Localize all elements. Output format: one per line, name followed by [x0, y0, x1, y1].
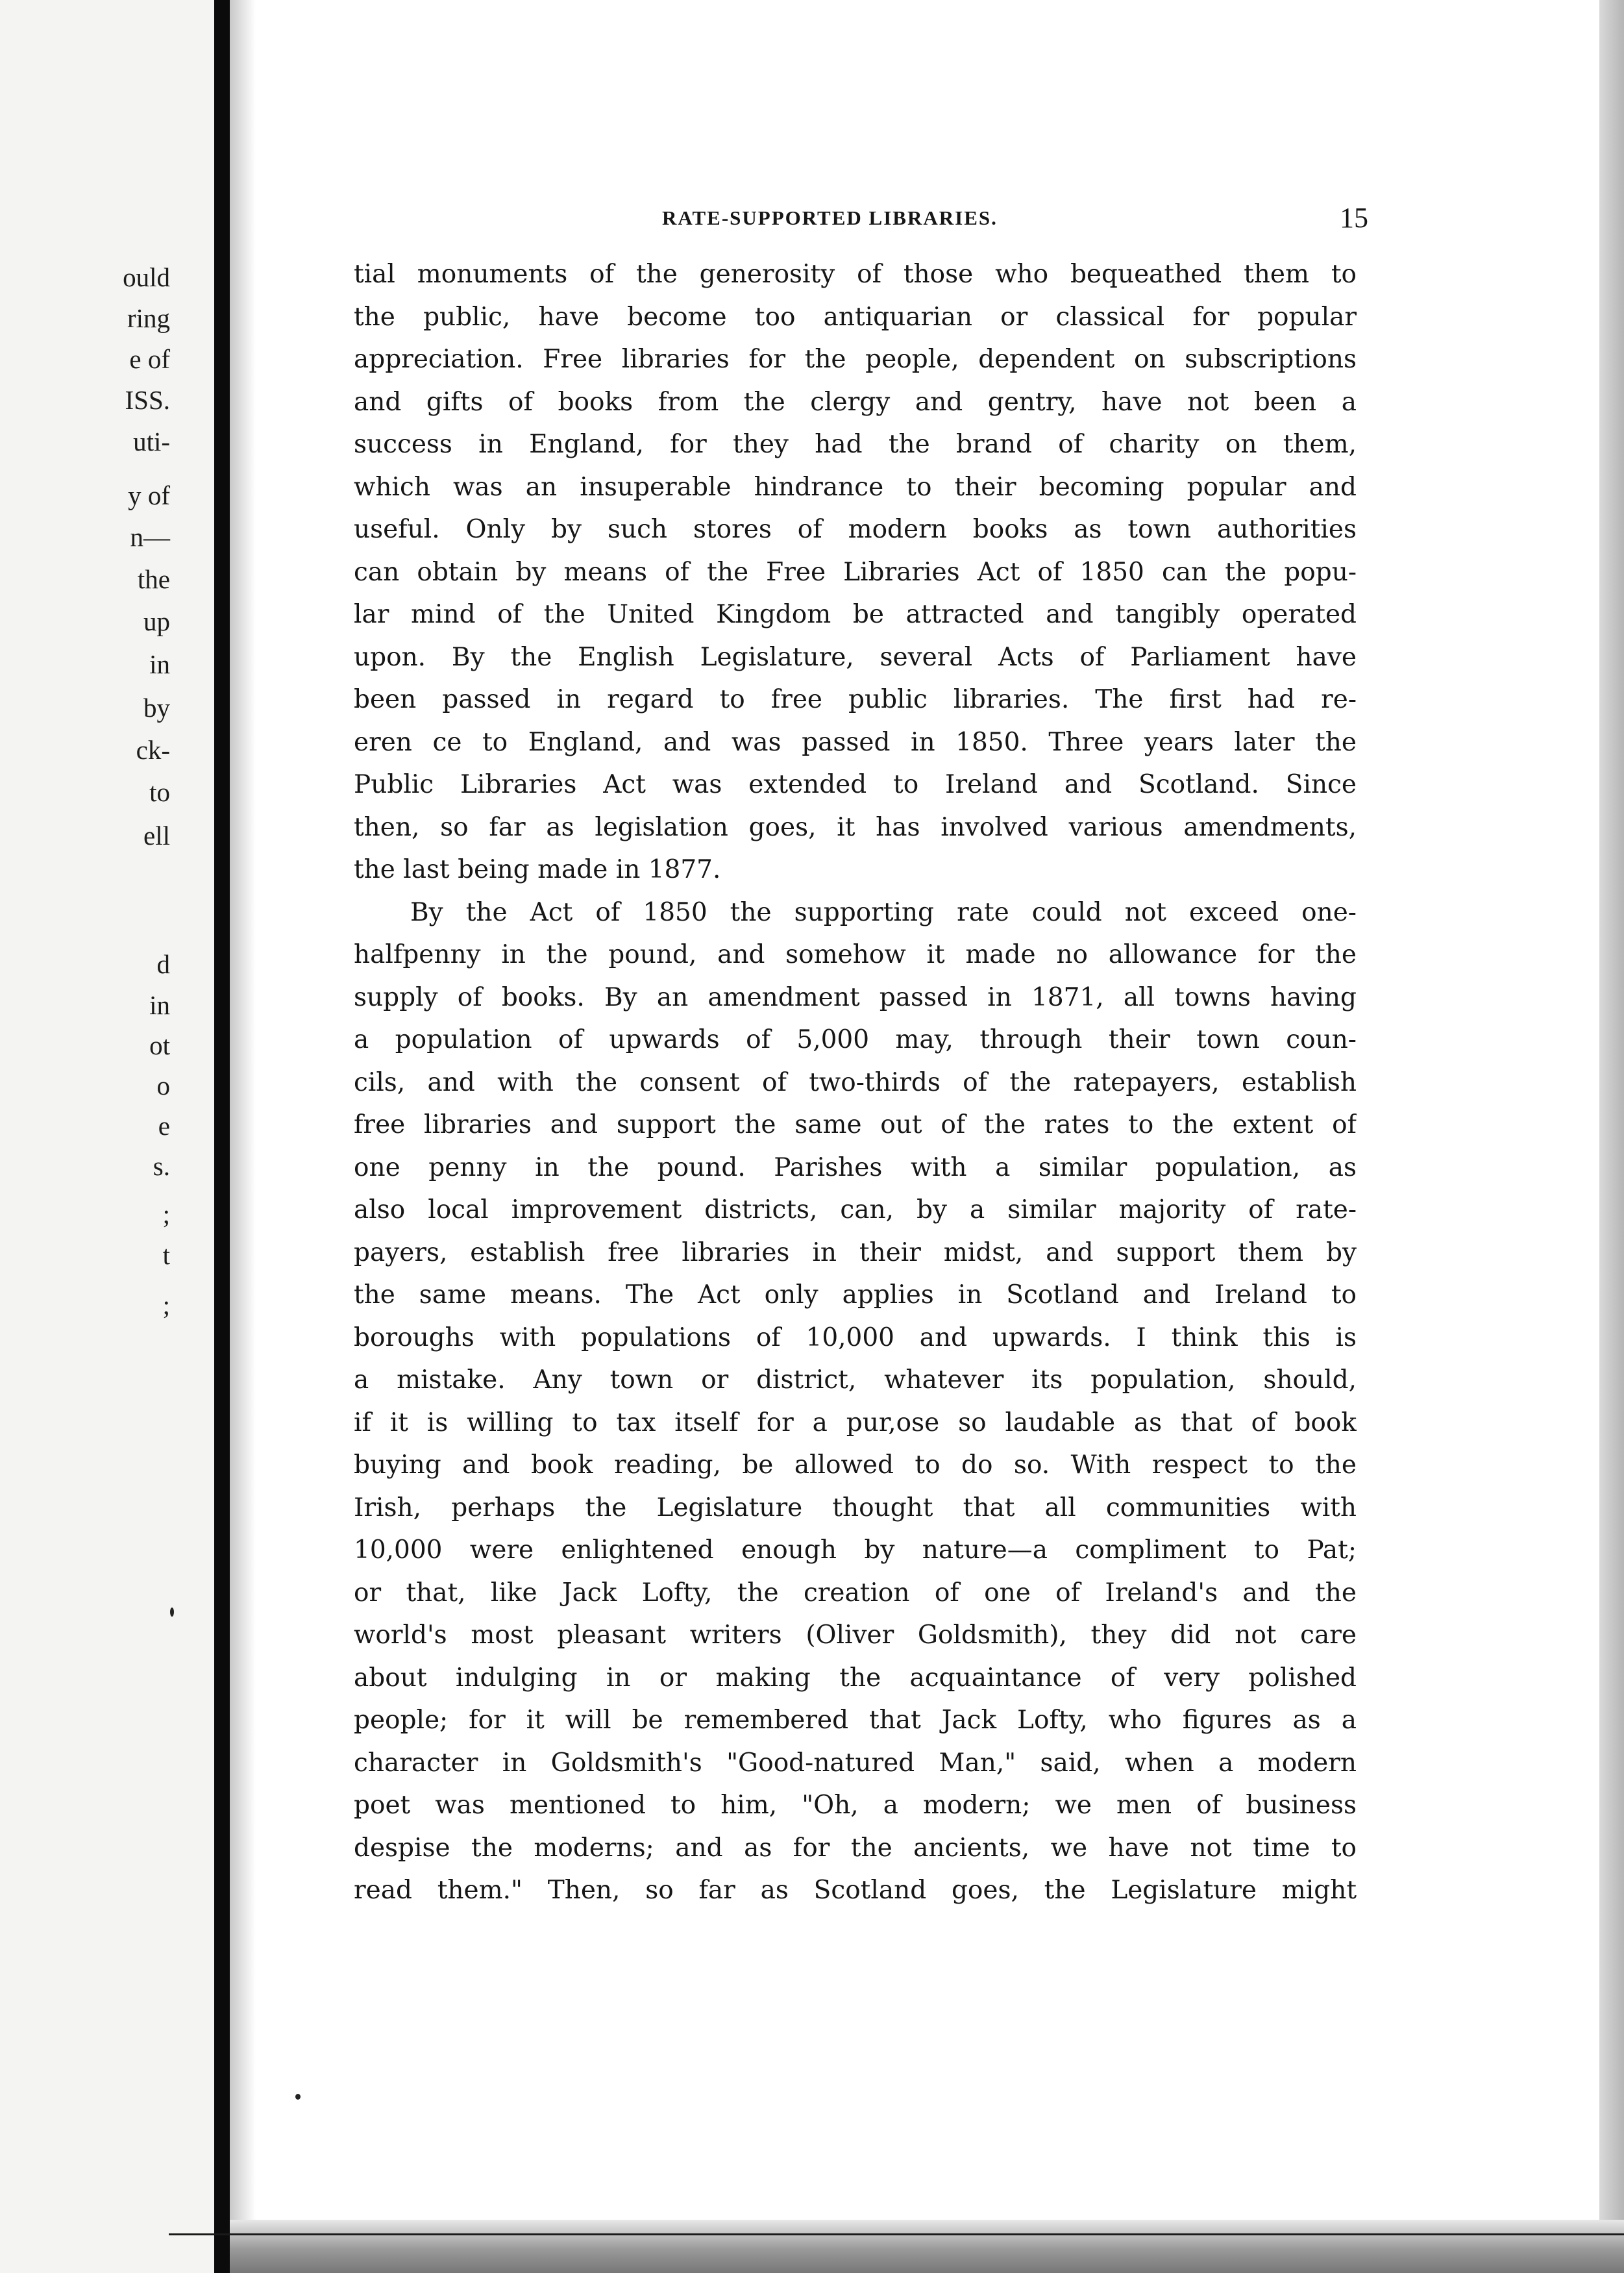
text-line: useful. Only by such stores of modern books as town authorities — [354, 515, 1357, 544]
text-line: people; for it will be remembered that Jack Lofty, who figures as a — [354, 1706, 1357, 1735]
left-fragment: uti- — [133, 427, 170, 456]
left-fragment: d — [156, 949, 170, 979]
text-line: By the Act of 1850 the supporting rate could not exceed one- — [410, 897, 1357, 927]
left-fragment: y of — [128, 480, 170, 510]
text-line: or that, like Jack Lofty, the creation of one of Ireland's and the — [354, 1578, 1357, 1608]
page-header — [354, 195, 1368, 253]
text-line: the public, have become too antiquarian or classical for popular — [354, 302, 1357, 332]
text-line: which was an insuperable hindrance to their becoming popular and — [354, 472, 1357, 502]
text-line: been passed in regard to free public libraries. The first had re- — [354, 685, 1357, 714]
text-line: character in Goldsmith's "Good-natured Man," said, when a modern — [354, 1748, 1357, 1778]
left-fragment: up — [143, 606, 170, 636]
text-line: despise the moderns; and as for the ancients, we have not time to — [354, 1833, 1357, 1863]
text-line: Irish, perhaps the Legislature thought that all communities with — [354, 1493, 1357, 1522]
book-binding-edge — [214, 0, 230, 2273]
left-fragment: ell — [143, 821, 170, 851]
text-line: halfpenny in the pound, and somehow it made no allowance for the — [354, 940, 1357, 969]
text-line: also local improvement districts, can, by a similar majority of rate- — [354, 1195, 1357, 1224]
text-line: a mistake. Any town or district, whatever its population, should, — [354, 1365, 1357, 1395]
left-fragment: e — [158, 1111, 170, 1141]
text-line: 10,000 were enlightened enough by nature—a compliment to Pat; — [354, 1535, 1357, 1565]
left-fragment: to — [149, 777, 170, 807]
running-head: RATE-SUPPORTED LIBRARIES. — [662, 206, 998, 229]
left-fragment: by — [143, 693, 170, 723]
left-fragment: the — [137, 564, 170, 594]
text-line: read them." Then, so far as Scotland goes, the Legislature might — [354, 1876, 1357, 1905]
left-fragment: ring — [127, 303, 170, 333]
left-fragment: in — [149, 649, 170, 679]
ink-speck — [295, 2094, 301, 2100]
book-page — [354, 195, 1368, 1912]
left-fragment: ould — [123, 262, 170, 292]
text-line: world's most pleasant writers (Oliver Goldsmith), they did not care — [354, 1621, 1357, 1650]
ink-speck — [170, 1608, 174, 1617]
text-line: Public Libraries Act was extended to Ireland and Scotland. Since — [354, 770, 1357, 799]
paragraph-1 — [354, 253, 1357, 891]
text-line: the last being made in 1877. — [354, 855, 721, 884]
left-fragment: ot — [149, 1030, 170, 1060]
gutter-shadow — [230, 0, 256, 2273]
left-fragment: n— — [130, 522, 170, 552]
text-line: one penny in the pound. Parishes with a similar population, as — [354, 1152, 1357, 1182]
text-line: can obtain by means of the Free Libraries Act of 1850 can the popu- — [354, 557, 1357, 587]
left-fragment: ck- — [136, 735, 170, 765]
page-number: 15 — [1340, 202, 1368, 234]
text-line: supply of books. By an amendment passed in 1871, all towns having — [354, 982, 1357, 1012]
text-line: poet was mentioned to him, "Oh, a modern; we men of business — [354, 1791, 1357, 1820]
text-line: a population of upwards of 5,000 may, through their town coun- — [354, 1025, 1357, 1054]
left-fragment: ; — [162, 1199, 170, 1229]
text-line: the same means. The Act only applies in Scotland and Ireland to — [354, 1280, 1357, 1310]
text-line: boroughs with populations of 10,000 and upwards. I think this is — [354, 1323, 1357, 1352]
left-fragment: in — [149, 990, 170, 1020]
left-fragment: t — [162, 1240, 170, 1270]
text-line: buying and book reading, be allowed to do so. With respect to the — [354, 1450, 1357, 1480]
text-line: about indulging in or making the acquaintance of very polished — [354, 1663, 1357, 1693]
page-right-edge — [1599, 0, 1624, 2273]
text-line: lar mind of the United Kingdom be attracted and tangibly operated — [354, 600, 1357, 629]
text-line: eren ce to England, and was passed in 1850. Three years later the — [354, 727, 1357, 757]
text-line: if it is willing to tax itself for a pur,ose so laudable as that of book — [354, 1408, 1357, 1437]
left-fragment: s. — [153, 1151, 170, 1181]
left-fragment: ; — [162, 1290, 170, 1320]
text-line: and gifts of books from the clergy and gentry, have not been a — [354, 387, 1357, 417]
left-facing-page — [0, 0, 214, 2273]
left-fragment: ISS. — [125, 385, 170, 415]
left-page-text-fragments — [0, 0, 214, 2273]
page-bottom-line — [169, 2233, 1624, 2235]
left-fragment: e of — [129, 344, 170, 374]
text-line: tial monuments of the generosity of those who bequeathed them to — [354, 260, 1357, 289]
text-line: cils, and with the consent of two-thirds of the ratepayers, establish — [354, 1067, 1357, 1097]
text-line: free libraries and support the same out of the rates to the extent of — [354, 1110, 1357, 1139]
left-fragment: o — [156, 1071, 170, 1100]
paragraph-2 — [354, 891, 1357, 1912]
text-line: payers, establish free libraries in their midst, and support them by — [354, 1237, 1357, 1267]
page-bottom-edge — [230, 2220, 1624, 2273]
text-line: success in England, for they had the brand of charity on them, — [354, 430, 1357, 459]
text-line: then, so far as legislation goes, it has involved various amendments, — [354, 812, 1357, 842]
text-line: appreciation. Free libraries for the people, dependent on subscriptions — [354, 345, 1357, 374]
text-line: upon. By the English Legislature, several Acts of Parliament have — [354, 642, 1357, 672]
